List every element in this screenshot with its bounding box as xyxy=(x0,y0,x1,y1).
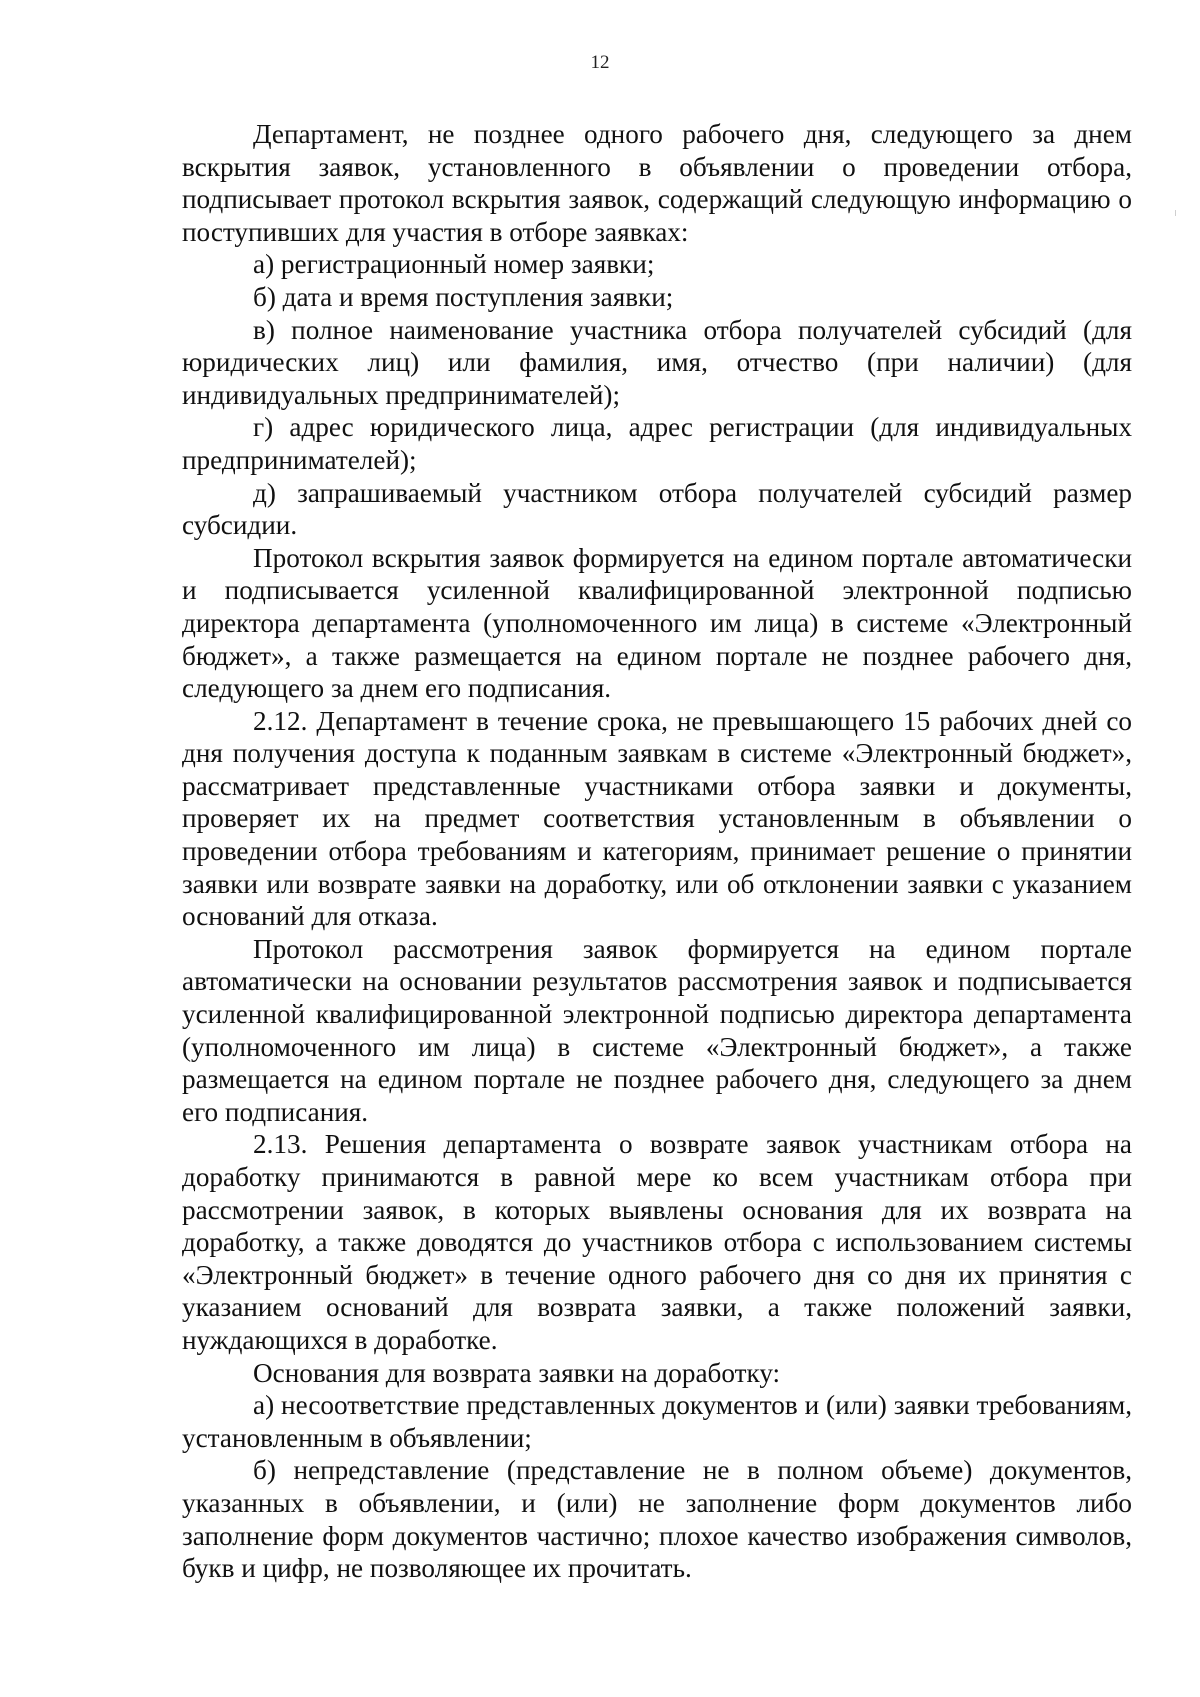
list-item-a: а) регистрационный номер заявки; xyxy=(253,249,655,280)
paragraph-protocol-signing: Департамент, не позднее одного рабочего дня, следующего за днем вскрытия заявок, установленного в объявлении о проведении отбора, подписывает протокол вскрытия заявок, содержащий следующую информацию о поступивших для участия в отборе заявках: xyxy=(182,119,1132,247)
paragraph-return-grounds-heading: Основания для возврата заявки на доработку: xyxy=(253,1357,781,1388)
return-ground-a: а) несоответствие представленных документов и (или) заявки требованиям, установленным в объявлении; xyxy=(182,1390,1132,1453)
list-item-g: г) адрес юридического лица, адрес регистрации (для индивидуальных предпринимателей); xyxy=(182,412,1132,475)
paragraph-2-12: 2.12. Департамент в течение срока, не превышающего 15 рабочих дней со дня получения доступа к поданным заявкам в системе «Электронный бюджет», рассматривает представленные участниками отбора заявки и документы, проверяет их на предмет соответствия установленным в объявлении о проведении отбора требованиям и категориям, принимает решение о принятии заявки или возврате заявки на доработку, или об отклонении заявки с указанием оснований для отказа. xyxy=(182,705,1132,932)
page-number: 12 xyxy=(590,52,610,73)
scan-artifact-mark xyxy=(1175,210,1176,216)
document-body xyxy=(182,118,1132,1585)
list-item-d: д) запрашиваемый участником отбора получателей субсидий размер субсидии. xyxy=(182,477,1132,541)
paragraph-opening-protocol: Протокол вскрытия заявок формируется на едином портале автоматически и подписывается усиленной квалифицированной электронной подписью директора департамента (уполномоченного им лица) в системе «Электронный бюджет», а также размещается на едином портале не позднее рабочего дня, следующего за днем его подписания. xyxy=(182,542,1132,704)
list-item-v: в) полное наименование участника отбора получателей субсидий (для юридических лиц) или фамилия, имя, отчество (при наличии) (для индивидуальных предпринимателей); xyxy=(182,314,1132,410)
list-item-b: б) дата и время поступления заявки; xyxy=(253,281,674,312)
paragraph-review-protocol: Протокол рассмотрения заявок формируется на едином портале автоматически на основании результатов рассмотрения заявок и подписывается усиленной квалифицированной электронной подписью директора департамента (уполномоченного им лица) в системе «Электронный бюджет», а также размещается на едином портале не позднее рабочего дня, следующего за днем его подписания. xyxy=(182,933,1132,1127)
return-ground-b: б) непредставление (представление не в полном объеме) документов, указанных в объявлении, и (или) не заполнение форм документов либо заполнение форм документов частично; плохое качество изображения символов, букв и цифр, не позволяющее их прочитать. xyxy=(182,1455,1132,1584)
paragraph-2-13: 2.13. Решения департамента о возврате заявок участникам отбора на доработку принимаются в равной мере ко всем участникам отбора при рассмотрении заявок, в которых выявлены основания для их возврата на доработку, а также доводятся до участников отбора с использованием системы «Электронный бюджет» в течение одного рабочего дня со дня их принятия с указанием оснований для возврата заявки, а также положений заявки, нуждающихся в доработке. xyxy=(182,1129,1132,1355)
